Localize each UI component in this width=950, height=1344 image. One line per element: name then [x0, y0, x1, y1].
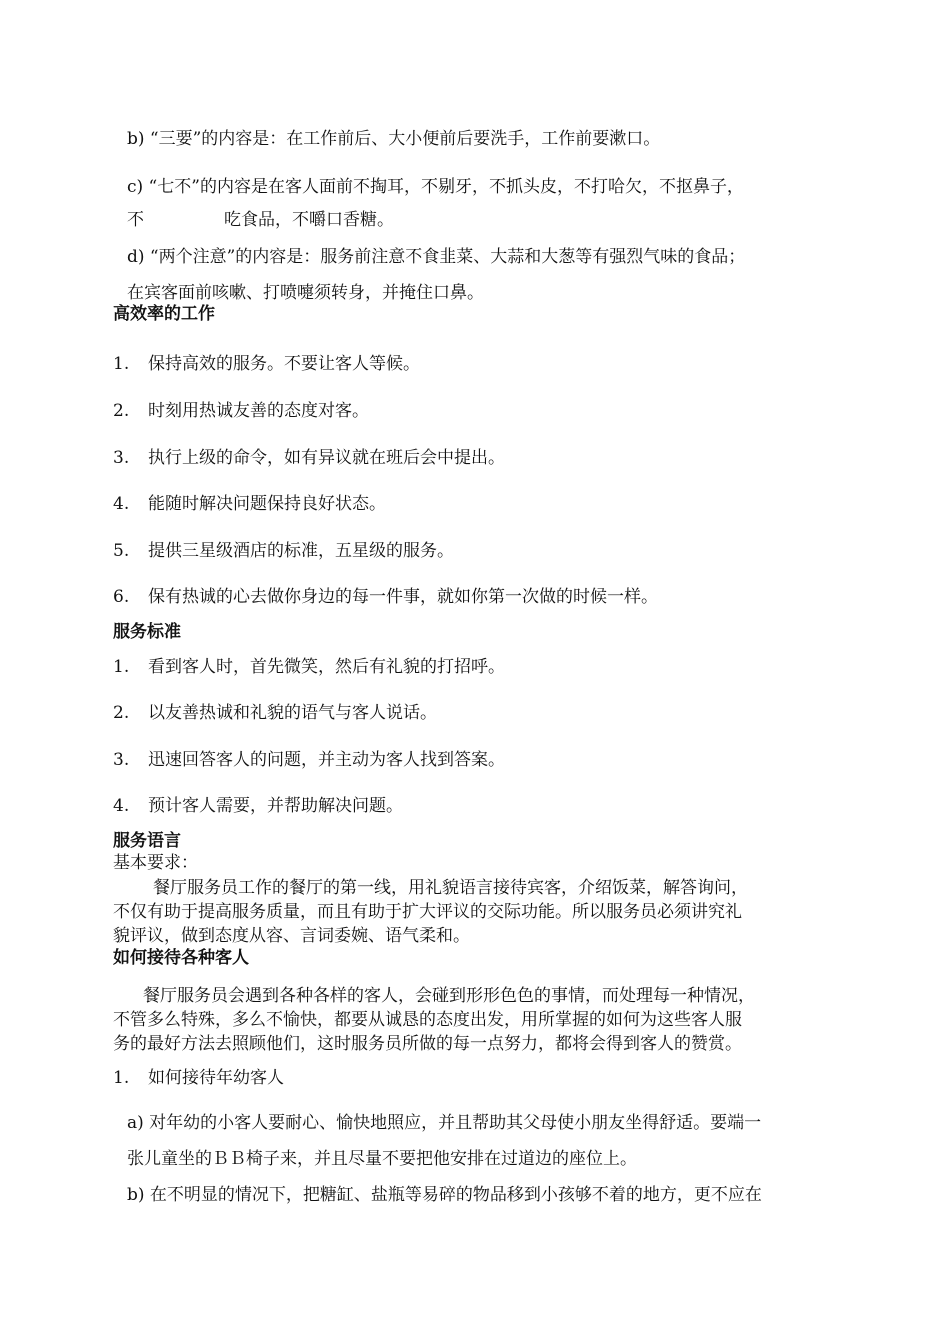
list-item-number: 2.: [113, 401, 130, 421]
list-item-text: 能随时解决问题保持良好状态。: [148, 494, 386, 514]
guests-sub-a-line1: a) 对年幼的小客人要耐心、愉快地照应，并且帮助其父母使小朋友坐得舒适。要端一: [127, 1113, 762, 1133]
hygiene-item-c-line1: c) “七不”的内容是在客人面前不掏耳，不剔牙，不抓头皮，不打哈欠，不抠鼻子，: [127, 177, 744, 197]
list-item-text: 预计客人需要，并帮助解决问题。: [148, 796, 403, 816]
list-item-number: 2.: [113, 703, 130, 723]
heading-service-standard: 服务标准: [113, 622, 181, 642]
guests-paragraph-line1: 餐厅服务员会遇到各种各样的客人，会碰到形形色色的事情，而处理每一种情况，: [143, 986, 755, 1006]
list-item-number: 4.: [113, 796, 130, 816]
list-item-number: 4.: [113, 494, 130, 514]
list-item-number: 5.: [113, 541, 130, 561]
language-paragraph-line3: 貌评议，做到态度从容、言词委婉、语气柔和。: [113, 926, 470, 946]
list-item-text: 迅速回答客人的问题，并主动为客人找到答案。: [148, 750, 505, 770]
language-paragraph-line2: 不仅有助于提高服务质量，而且有助于扩大评议的交际功能。所以服务员必须讲究礼: [113, 902, 742, 922]
list-item-text: 执行上级的命令，如有异议就在班后会中提出。: [148, 448, 505, 468]
list-item-text: 以友善热诚和礼貌的语气与客人说话。: [148, 703, 437, 723]
list-item-number: 1.: [113, 354, 130, 374]
subheading-basic-requirements: 基本要求：: [113, 853, 198, 873]
list-item-text: 如何接待年幼客人: [148, 1068, 284, 1088]
hygiene-item-d-line2: 在宾客面前咳嗽、打喷嚏须转身，并掩住口鼻。: [127, 283, 484, 303]
hygiene-item-b: b) “三要”的内容是：在工作前后、大小便前后要洗手，工作前要漱口。: [127, 129, 661, 149]
heading-efficiency: 高效率的工作: [113, 304, 215, 324]
list-item-text: 时刻用热诚友善的态度对客。: [148, 401, 369, 421]
guests-paragraph-line3: 务的最好方法去照顾他们，这时服务员所做的每一点努力，都将会得到客人的赞赏。: [113, 1034, 742, 1054]
guests-sub-a-line2: 张儿童坐的ＢＢ椅子来，并且尽量不要把他安排在过道边的座位上。: [127, 1149, 637, 1169]
list-item-number: 1.: [113, 657, 130, 677]
list-item-text: 保持高效的服务。不要让客人等候。: [148, 354, 420, 374]
guests-paragraph-line2: 不管多么特殊，多么不愉快，都要从诚恳的态度出发，用所掌握的如何为这些客人服: [113, 1010, 742, 1030]
list-item-text: 保有热诚的心去做你身边的每一件事，就如你第一次做的时候一样。: [148, 587, 658, 607]
language-paragraph-line1: 餐厅服务员工作的餐厅的第一线，用礼貌语言接待宾客，介绍饭菜，解答询问，: [153, 878, 748, 898]
heading-receiving-guests: 如何接待各种客人: [113, 948, 249, 968]
hygiene-item-c-line2a: 不: [127, 210, 144, 230]
hygiene-item-c-line2b: 吃食品，不嚼口香糖。: [224, 210, 394, 230]
guests-sub-b-line1: b) 在不明显的情况下，把糖缸、盐瓶等易碎的物品移到小孩够不着的地方，更不应在: [127, 1185, 762, 1205]
list-item-text: 看到客人时，首先微笑，然后有礼貌的打招呼。: [148, 657, 505, 677]
hygiene-item-d-line1: d) “两个注意”的内容是：服务前注意不食韭菜、大蒜和大葱等有强烈气味的食品；: [127, 247, 746, 267]
list-item-text: 提供三星级酒店的标准，五星级的服务。: [148, 541, 454, 561]
list-item-number: 1.: [113, 1068, 130, 1088]
heading-service-language: 服务语言: [113, 831, 181, 851]
list-item-number: 3.: [113, 750, 130, 770]
list-item-number: 6.: [113, 587, 130, 607]
list-item-number: 3.: [113, 448, 130, 468]
